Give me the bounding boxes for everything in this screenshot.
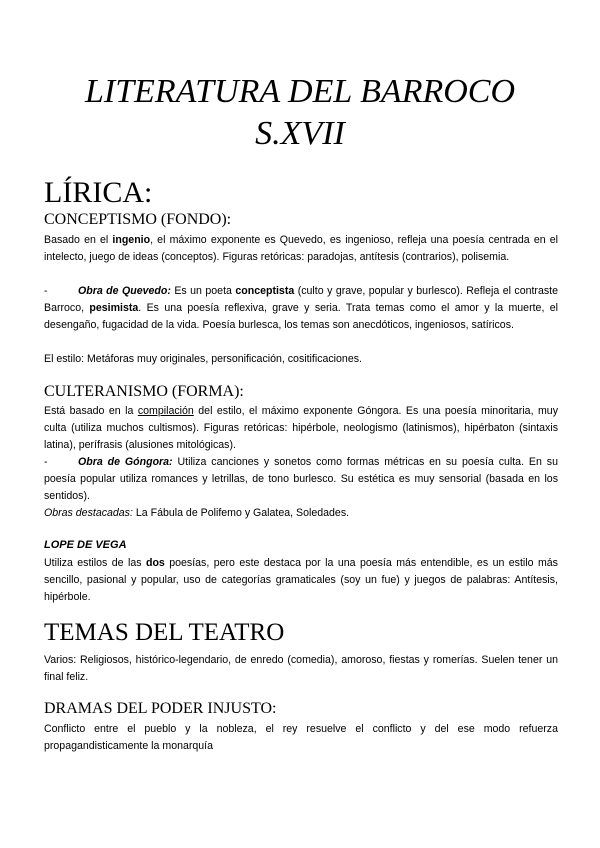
text-bold: pesimista	[89, 302, 139, 314]
heading-culteranismo: CULTERANISMO (FORMA):	[44, 383, 244, 400]
text: Basado en el	[44, 234, 113, 246]
paragraph-teatro: Varios: Religiosos, histórico-legendario, de enredo (comedia), amoroso, fiestas y romerías. Suelen tener un final feliz.	[44, 654, 558, 683]
text: . Es una poesía reflexiva, grave y seria. Trata temas como el amor y la muerte, el desengaño, fugacidad de la vida. Poesía burlesca, los temas son anecdóticos, ingeniosos, satíricos.	[44, 302, 558, 331]
text: Es un poeta	[170, 285, 236, 297]
paragraph-gongora	[44, 454, 558, 505]
paragraph-estilo: El estilo: Metáforas muy originales, personificación, cositificaciones.	[44, 353, 362, 365]
heading-lope: LOPE DE VEGA	[44, 539, 127, 551]
text: Utiliza estilos de las	[44, 557, 146, 569]
list-dash: -	[44, 456, 48, 468]
label-obras: Obras destacadas:	[44, 507, 133, 519]
text-bold: ingenio	[112, 234, 151, 246]
text-underlined: compilación	[137, 405, 194, 417]
list-dash: -	[44, 285, 48, 297]
text: La Fábula de Polifemo y Galatea, Soledades.	[132, 507, 350, 519]
text-bold: conceptista	[235, 285, 295, 297]
paragraph-quevedo	[44, 283, 558, 334]
heading-lirica: LÍRICA:	[44, 176, 153, 209]
label-gongora: Obra de Góngora:	[78, 456, 173, 468]
text: del estilo, el máximo exponente Góngora. Es una poesía minoritaria, muy culta (utiliza muchos cultismos). Figuras retóricas: hipérbole, neologismo (latinismos), hipérbaton (sintaxis latina), perífrasis (alusiones mitológicas).	[44, 405, 558, 451]
text: (culto y grave, popular y burlesco). Refleja el contraste Barroco,	[44, 285, 558, 314]
text: , el máximo exponente es Quevedo, es ingenioso, refleja una poesía centrada en el intelecto, juego de ideas (conceptos). Figuras retóricas: paradojas, antítesis (contrarios), polisemia.	[44, 234, 558, 263]
paragraph-dramas: Conflicto entre el pueblo y la nobleza, el rey resuelve el conflicto y del ese modo refuerza propagandisticamente la monarquía	[44, 723, 558, 752]
document-title-line2: S.XVII	[255, 115, 345, 152]
text: Está basado en la	[44, 405, 138, 417]
heading-conceptismo: CONCEPTISMO (FONDO):	[44, 211, 232, 228]
heading-teatro: TEMAS DEL TEATRO	[44, 619, 285, 646]
paragraph-obras	[44, 505, 558, 522]
paragraph-conceptismo	[44, 232, 558, 266]
document-title-line1: LITERATURA DEL BARROCO	[84, 73, 516, 110]
paragraph-lope	[44, 555, 558, 606]
text-bold: dos	[145, 557, 165, 569]
text: Utiliza canciones y sonetos como formas métricas en su poesía culta. En su poesía popular utiliza romances y letrillas, de tono burlesco. Su estética es muy sensorial (basada en los sentidos).	[44, 456, 558, 502]
text: poesías, pero este destaca por la una poesía más entendible, es un estilo más sencillo, pasional y popular, uso de categorías gramaticales (soy un fue) y juegos de palabras: Antítesis, hipérbole.	[44, 557, 558, 603]
heading-dramas: DRAMAS DEL PODER INJUSTO:	[44, 700, 277, 717]
label-quevedo: Obra de Quevedo:	[78, 285, 171, 297]
paragraph-culteranismo	[44, 403, 558, 454]
